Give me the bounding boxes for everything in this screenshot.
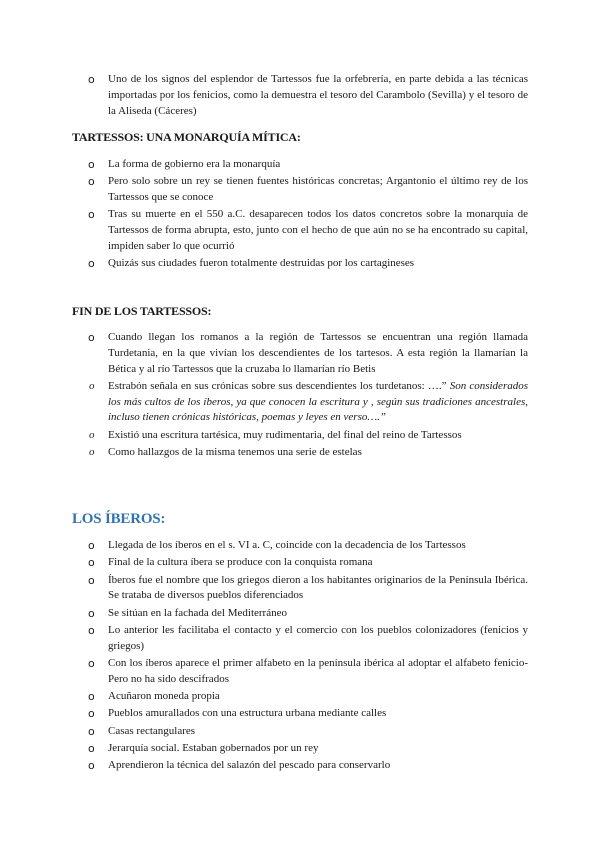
list-item: o Íberos fue el nombre que los griegos dieron a los habitantes originarios de la Península Ibérica. Se trataba de diversos pueblos diferenciados — [88, 573, 528, 602]
iberos-list — [0, 538, 600, 776]
section-heading-iberos: LOS ÍBEROS: — [72, 511, 166, 527]
bullet-mark: o — [88, 556, 95, 570]
list-item: o Con los íberos aparece el primer alfabeto en la península ibérica al adoptar el alfabeto fenicio- Pero no ha sido descifrados — [88, 657, 528, 685]
intro-list — [0, 72, 600, 121]
list-item: o Existió una escritura tartésica, muy rudimentaria, del final del reino de Tartessos — [0, 428, 600, 444]
list-item: o Como hallazgos de la misma tenemos una serie de estelas — [0, 445, 600, 461]
list-item: o Aprendieron la técnica del salazón del pescado para conservarlo — [88, 759, 391, 773]
quote-text: Son considerados los más cultos de los íberos, ya que conocen la escritura y , según sus tradiciones ancestrales, incluso tienen crónicas históricas, poemas y leyes en verso….” — [108, 379, 529, 424]
bullet-mark: o — [88, 657, 95, 671]
monarquia-list — [0, 157, 600, 274]
section-heading-fin: FIN DE LOS TARTESSOS: — [72, 304, 212, 318]
list-item: o Estrabón señala en sus crónicas sobre sus descendientes los turdetanos: ….” Son considerados los más cultos de los íberos, ya que conocen la escritura y , según sus tradiciones ancestrales, incluso tienen crónicas históricas, poemas y leyes en verso….” — [89, 379, 529, 424]
bullet-mark: o — [88, 208, 95, 222]
bullet-mark: o — [88, 724, 95, 738]
bullet-mark: o — [88, 539, 95, 552]
section-heading-monarquia: TARTESSOS: UNA MONARQUÍA MÍTICA: — [72, 130, 301, 144]
list-item: o La forma de gobierno era la monarquía — [88, 158, 281, 171]
list-item: o Uno de los signos del esplendor de Tartessos fue la orfebrería, en parte debida a las técnicas importadas por los fenicios, como la demuestra el tesoro del Carambolo (Sevilla) y el tesoro de la Aliseda (Cáceres) — [88, 73, 528, 117]
bullet-mark: o — [88, 690, 95, 704]
bullet-mark: o — [88, 623, 95, 637]
bullet-mark: o — [88, 573, 95, 587]
list-item: o Casas rectangulares — [88, 724, 196, 738]
bullet-mark: o — [88, 707, 95, 721]
bullet-mark: o — [88, 742, 95, 756]
bullet-mark: o — [89, 446, 95, 459]
list-item: o Tras su muerte en el 550 a.C. desaparecen todos los datos concretos sobre la monarquía de Tartessos de forma abrupta, esto, junto con el hecho de que aún no se ha encontrado su capital, impiden saber lo que ocurrió — [88, 208, 528, 252]
bullet-mark: o — [88, 158, 95, 171]
list-item: o Lo anterior les facilitaba el contacto y el comercio con los pueblos colonizadores (fenicios y griegos) — [88, 623, 528, 652]
bullet-mark: o — [89, 379, 95, 392]
list-item: o Se sitúan en la fachada del Mediterráneo — [88, 606, 287, 620]
bullet-mark: o — [88, 331, 95, 344]
bullet-mark: o — [89, 428, 95, 441]
list-item: o Pueblos amurallados con una estructura urbana mediante calles — [88, 707, 387, 721]
list-item: o Cuando llegan los romanos a la región de Tartessos se encuentran una región llamada Turdetania, en la que vivían los descendientes de los tartesos. A esta región la llamarían la Bética y al río Tartessos que la cruzaba lo llamarían río Betis — [88, 331, 528, 375]
bullet-mark: o — [88, 175, 95, 189]
list-item: o Llegada de los íberos en el s. VI a. C, coincide con la decadencia de los Tartessos — [88, 539, 466, 552]
bullet-mark: o — [88, 73, 95, 86]
bullet-mark: o — [88, 606, 95, 620]
list-item: o Final de la cultura íbera se produce con la conquista romana — [88, 556, 373, 570]
list-item: o Jerarquía social. Estaban gobernados por un rey — [88, 742, 319, 756]
bullet-mark: o — [88, 759, 95, 773]
fin-list — [0, 330, 600, 462]
bullet-mark: o — [88, 257, 95, 271]
list-item: o Pero solo sobre un rey se tienen fuentes históricas concretas; Argantonio el último rey de los Tartessos que se conoce — [88, 175, 528, 204]
list-item: o Acuñaron moneda propia — [88, 690, 220, 704]
list-item: o Quizás sus ciudades fueron totalmente destruidas por los cartagineses — [88, 257, 415, 271]
